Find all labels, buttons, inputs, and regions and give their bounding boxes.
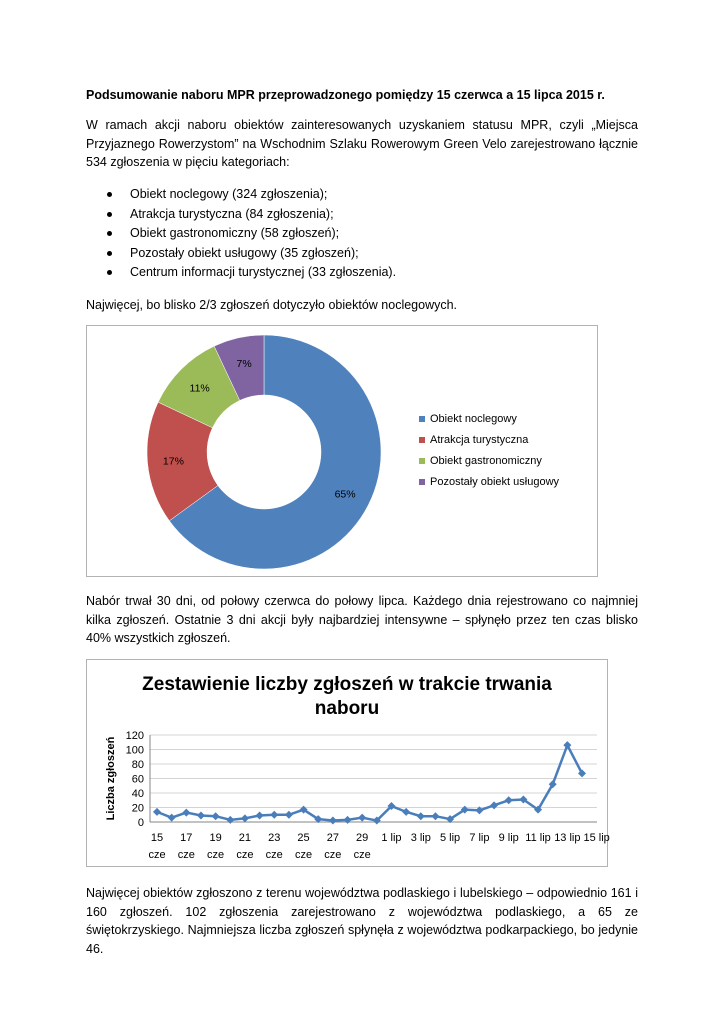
- data-point: [417, 812, 425, 820]
- x-tick-label: cze: [236, 849, 254, 861]
- data-point: [490, 801, 498, 809]
- list-item: Atrakcja turystyczna (84 zgłoszenia);: [86, 205, 638, 225]
- summary-paragraph-2: Nabór trwał 30 dni, od połowy czerwca do połowy lipca. Każdego dnia rejestrowano co najmniej kilka zgłoszeń. Ostatnie 3 dni akcji były najbardziej intensywne – spłynęło przez ten czas blisko 40% wszystkich zgłoszeń.: [86, 594, 638, 645]
- bullet-icon: [107, 212, 112, 217]
- data-point: [285, 811, 293, 819]
- x-tick-label: 11 lip: [525, 832, 551, 844]
- slice-label: 7%: [236, 358, 252, 371]
- data-point: [197, 811, 205, 819]
- data-point: [329, 817, 337, 825]
- document-heading: Podsumowanie naboru MPR przeprowadzonego pomiędzy 15 czerwca a 15 lipca 2015 r.: [86, 88, 605, 102]
- data-point: [212, 812, 220, 820]
- x-tick-label: 25: [297, 832, 310, 844]
- x-tick-label: cze: [148, 849, 166, 861]
- x-tick-label: 7 lip: [469, 832, 490, 844]
- legend-label: Atrakcja turystyczna: [430, 434, 529, 446]
- line-chart-svg: [87, 660, 610, 866]
- legend-label: Obiekt noclegowy: [430, 413, 517, 425]
- x-tick-label: cze: [324, 849, 342, 861]
- data-point: [431, 812, 439, 820]
- list-item: Obiekt gastronomiczny (58 zgłoszeń);: [86, 224, 638, 244]
- x-tick-label: 15 lip: [583, 832, 610, 844]
- bullet-icon: [107, 251, 112, 256]
- x-tick-label: cze: [294, 849, 313, 861]
- data-point: [270, 811, 278, 819]
- x-tick-label: 17: [180, 832, 193, 844]
- x-tick-label: cze: [353, 849, 371, 861]
- data-point: [505, 796, 513, 804]
- list-item: Obiekt noclegowy (324 zgłoszenia);: [86, 185, 638, 205]
- x-tick-label: cze: [177, 849, 195, 861]
- data-point: [168, 814, 176, 822]
- x-tick-label: cze: [207, 849, 225, 861]
- data-point: [358, 814, 366, 822]
- bullet-icon: [107, 192, 112, 197]
- legend-swatch: [419, 416, 425, 422]
- x-tick-label: 13 lip: [554, 832, 581, 844]
- data-point: [153, 808, 161, 816]
- data-point: [241, 814, 249, 822]
- doughnut-chart-svg: [87, 326, 597, 576]
- line-chart: [86, 659, 608, 867]
- y-tick-label: 40: [131, 788, 144, 800]
- data-point: [344, 816, 352, 824]
- list-item: Centrum informacji turystycznej (33 zgłoszenia).: [86, 263, 638, 283]
- bullet-icon: [107, 231, 112, 236]
- bullet-icon: [107, 270, 112, 275]
- slice-label: 65%: [334, 488, 356, 501]
- summary-paragraph-3: Najwięcej obiektów zgłoszono z terenu województwa podlaskiego i lubelskiego – odpowiednio 161 i 160 zgłoszeń. 102 zgłoszenia zarejestrowano z województwa podlaskiego, a 65 ze świętokrzyskiego. Najmniejsza liczba zgłoszeń spłynęła z województwa podkarpackiego, bo jedynie 46.: [86, 886, 638, 956]
- summary-paragraph-1: Najwięcej, bo blisko 2/3 zgłoszeń dotyczyło obiektów noclegowych.: [86, 298, 458, 312]
- x-tick-label: 29: [356, 832, 369, 844]
- legend-swatch: [419, 479, 425, 485]
- chart-title: naboru: [314, 698, 380, 719]
- x-tick-label: cze: [265, 849, 283, 861]
- data-point: [182, 809, 190, 817]
- data-point: [226, 816, 234, 824]
- x-tick-label: 21: [238, 832, 252, 844]
- x-tick-label: 3 lip: [410, 832, 431, 844]
- x-tick-label: 1 lip: [381, 832, 402, 844]
- doughnut-chart: [86, 325, 598, 577]
- x-tick-label: 5 lip: [440, 832, 461, 844]
- intro-paragraph: W ramach akcji naboru obiektów zainteresowanych uzyskaniem statusu MPR, czyli „Miejsca Przyjaznego Rowerzystom” na Wschodnim Szlaku Rowerowym Green Velo zarejestrowano łącznie 534 zgłoszenia w pięciu kategoriach:: [86, 118, 638, 169]
- y-tick-label: 80: [131, 759, 144, 771]
- y-tick-label: 20: [131, 802, 144, 815]
- data-point: [402, 808, 410, 816]
- legend-label: Pozostały obiekt usługowy: [430, 476, 560, 488]
- y-tick-label: 100: [125, 744, 144, 757]
- category-list: [86, 185, 638, 283]
- slice-label: 17%: [162, 455, 184, 468]
- list-item: Pozostały obiekt usługowy (35 zgłoszeń);: [86, 244, 638, 264]
- y-axis-label: Liczba zgłoszeń: [105, 736, 117, 821]
- y-tick-label: 120: [125, 730, 144, 742]
- legend-swatch: [419, 458, 425, 464]
- series-line: [157, 745, 582, 820]
- slice-label: 11%: [189, 382, 210, 395]
- legend-label: Obiekt gastronomiczny: [430, 455, 542, 467]
- legend-swatch: [419, 437, 425, 443]
- y-tick-label: 60: [131, 773, 144, 786]
- x-tick-label: 23: [268, 832, 281, 844]
- x-tick-label: 15: [150, 832, 164, 844]
- x-tick-label: 19: [209, 832, 222, 844]
- x-tick-label: 27: [326, 832, 339, 844]
- data-point: [256, 811, 264, 819]
- x-tick-label: 9 lip: [498, 832, 519, 844]
- chart-title: Zestawienie liczby zgłoszeń w trakcie trwania: [142, 674, 552, 695]
- y-tick-label: 0: [137, 817, 144, 829]
